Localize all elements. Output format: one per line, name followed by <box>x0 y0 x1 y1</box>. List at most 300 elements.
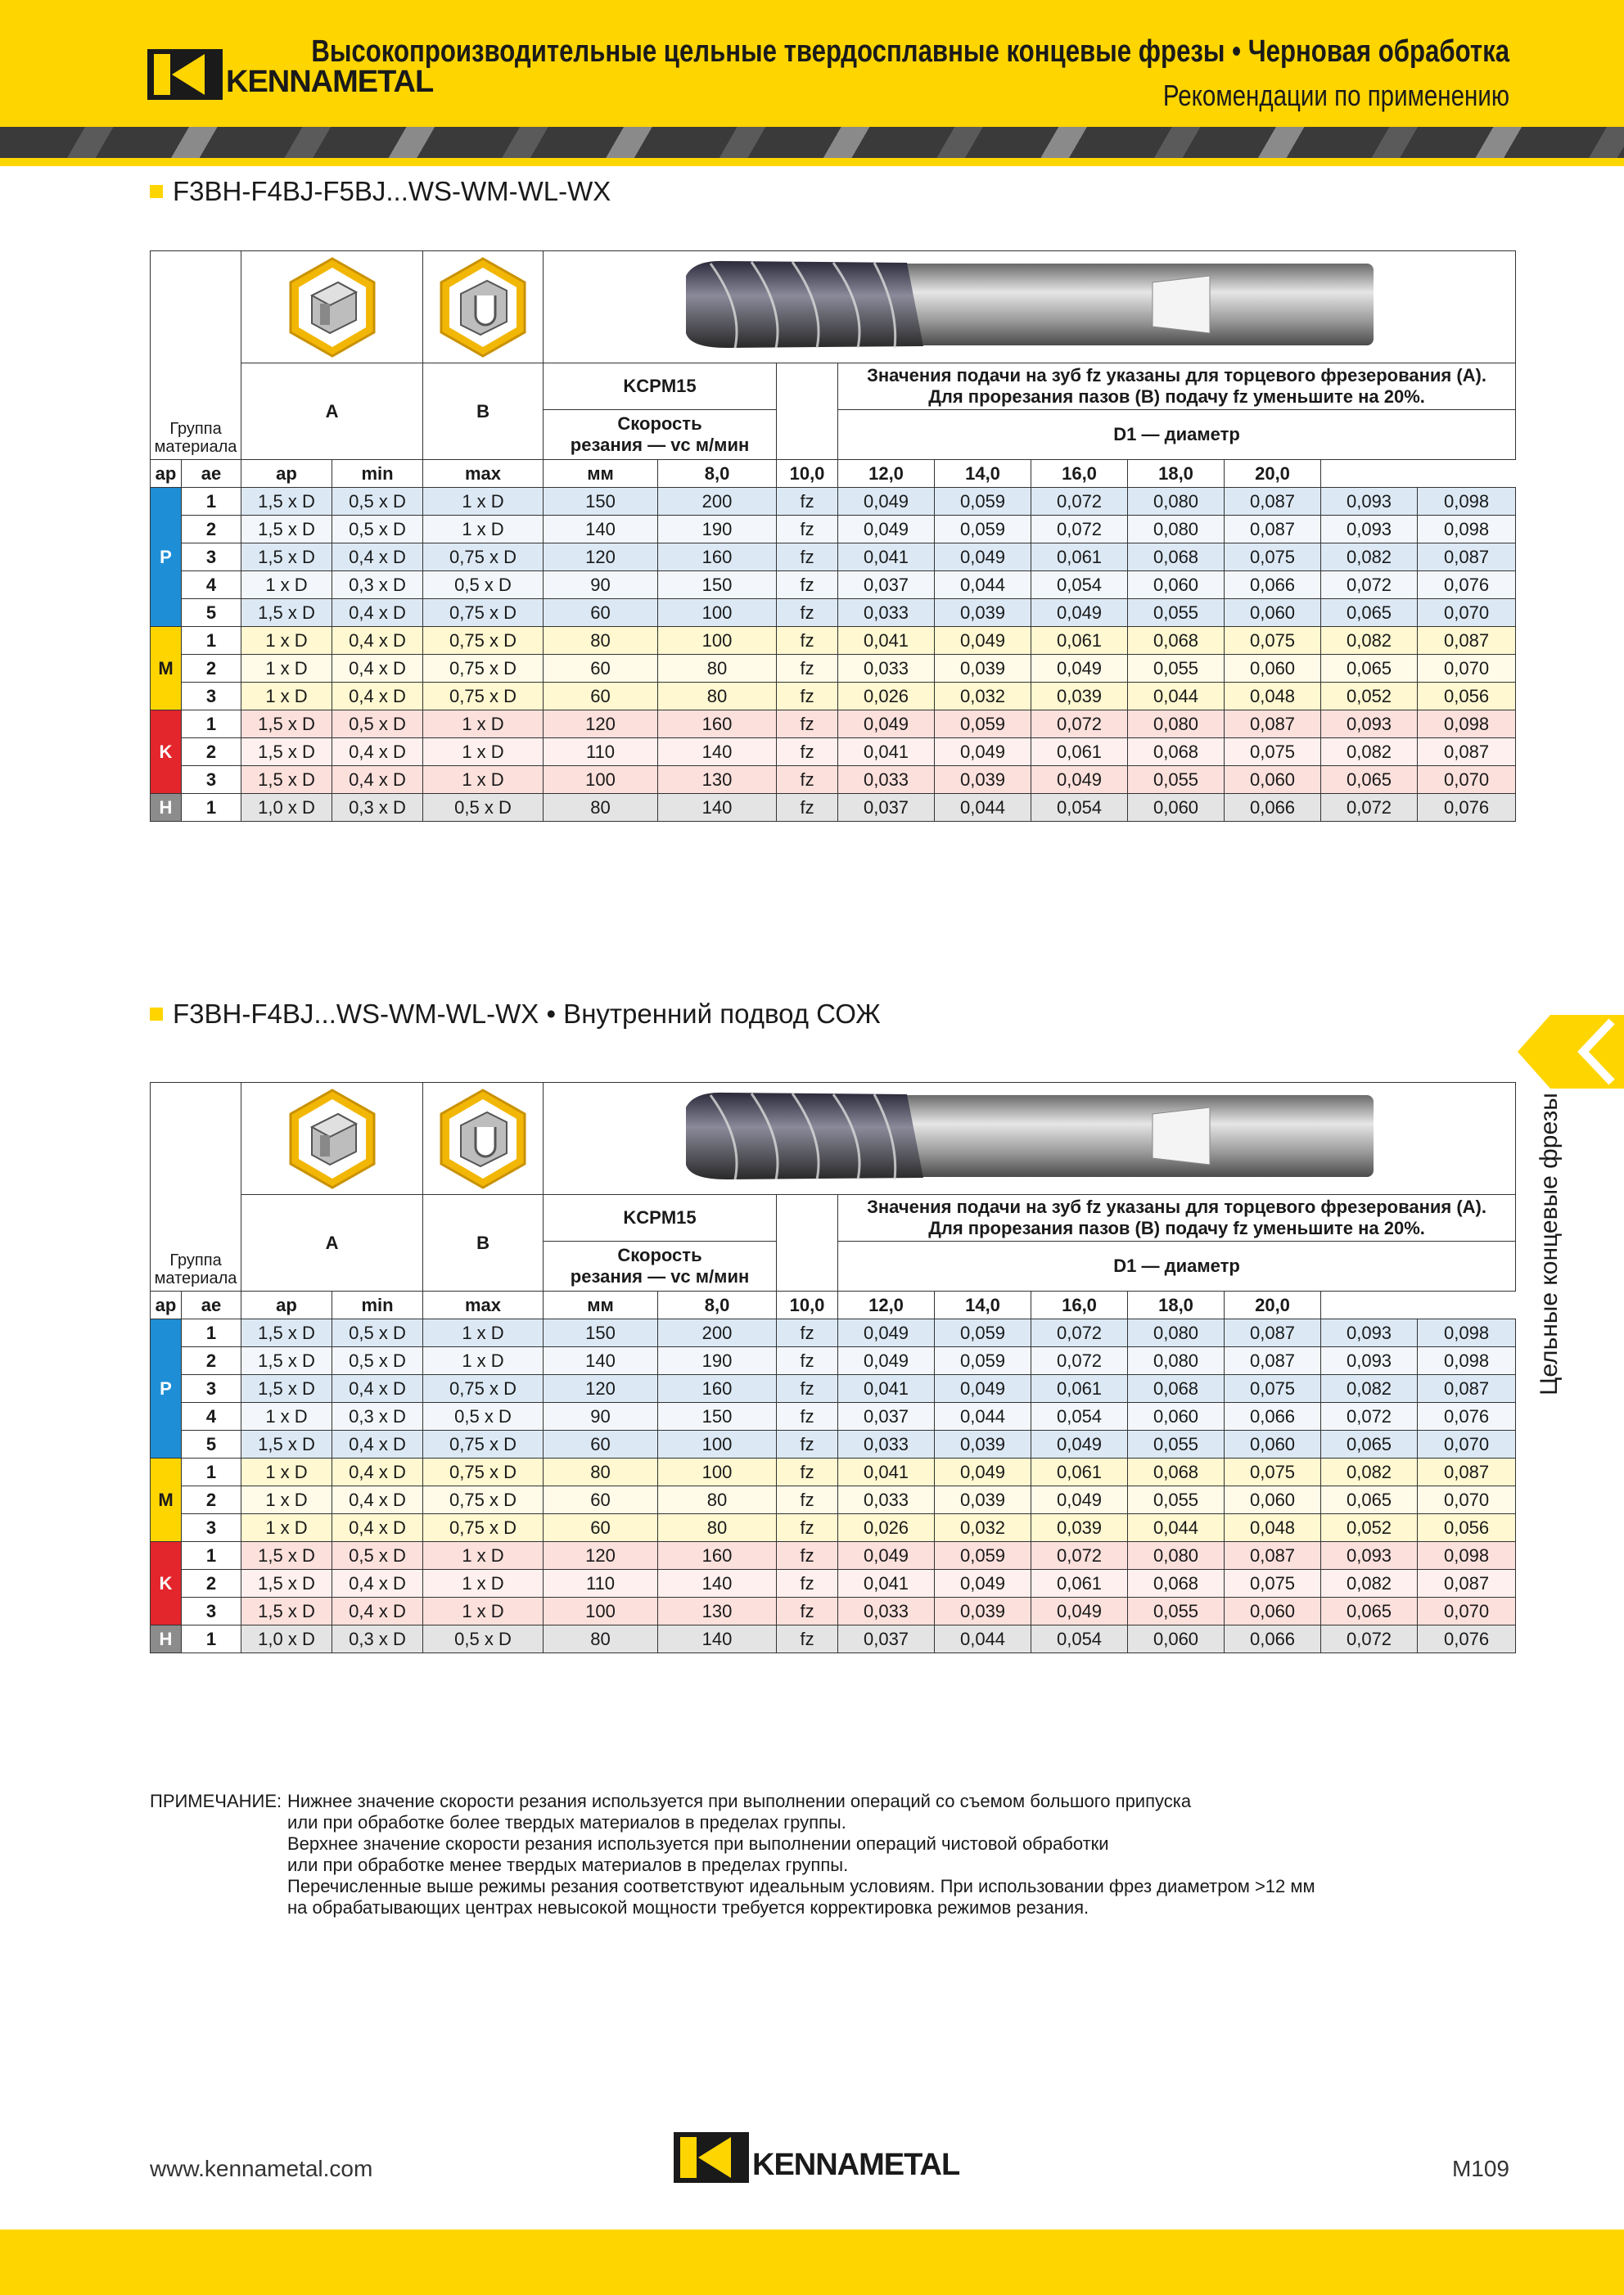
fz-cell: 0,068 <box>1128 1570 1225 1598</box>
fz-cell: 0,044 <box>1128 683 1225 710</box>
ae-cell: 0,4 x D <box>332 543 423 571</box>
unit-cell: fz <box>777 794 838 822</box>
ap-b-cell: 0,5 x D <box>423 571 544 599</box>
ap-a-cell: 1 x D <box>241 571 332 599</box>
vc-min-cell: 60 <box>544 1486 658 1514</box>
page-number: M109 <box>1451 2156 1509 2181</box>
fz-cell: 0,098 <box>1418 516 1516 543</box>
table-row <box>151 1542 1516 1570</box>
ae-cell: 0,3 x D <box>332 1403 423 1431</box>
table-row <box>151 543 1516 571</box>
side-tab-chevron-icon[interactable] <box>1518 1015 1624 1089</box>
material-subgroup: 4 <box>182 1403 241 1431</box>
fz-cell: 0,080 <box>1128 516 1225 543</box>
fz-cell: 0,044 <box>935 1625 1031 1653</box>
unit-cell: fz <box>777 571 838 599</box>
table-row <box>151 571 1516 599</box>
ap-a-cell: 1,5 x D <box>241 766 332 794</box>
vc-max-cell: 130 <box>658 1598 777 1625</box>
fz-cell: 0,052 <box>1321 1514 1418 1542</box>
fz-cell: 0,049 <box>935 543 1031 571</box>
column-header: min <box>332 460 423 488</box>
fz-cell: 0,049 <box>838 516 935 543</box>
operation-a-label: A <box>241 363 423 460</box>
vc-max-cell: 160 <box>658 1542 777 1570</box>
unit-cell: fz <box>777 738 838 766</box>
column-header: 16,0 <box>1031 460 1128 488</box>
fz-cell: 0,037 <box>838 794 935 822</box>
operation-a-label: A <box>241 1195 423 1292</box>
operation-a-icon-cell <box>241 251 423 363</box>
fz-cell: 0,054 <box>1031 1625 1128 1653</box>
fz-cell: 0,060 <box>1225 1431 1321 1459</box>
ae-cell: 0,3 x D <box>332 794 423 822</box>
ap-b-cell: 0,75 x D <box>423 1375 544 1403</box>
table-row <box>151 683 1516 710</box>
fz-cell: 0,060 <box>1225 766 1321 794</box>
fz-cell: 0,061 <box>1031 1570 1128 1598</box>
fz-cell: 0,087 <box>1418 738 1516 766</box>
ap-a-cell: 1,5 x D <box>241 543 332 571</box>
unit-cell: fz <box>777 1459 838 1486</box>
fz-cell: 0,037 <box>838 1625 935 1653</box>
material-subgroup: 2 <box>182 738 241 766</box>
vc-max-cell: 100 <box>658 1459 777 1486</box>
column-header: мм <box>544 460 658 488</box>
fz-cell: 0,037 <box>838 1403 935 1431</box>
fz-cell: 0,026 <box>838 1514 935 1542</box>
note-line: Нижнее значение скорости резания используется при выполнении операций со съемом большого припуска <box>287 1791 1192 1811</box>
fz-cell: 0,075 <box>1225 1459 1321 1486</box>
table-row <box>151 488 1516 516</box>
table-row <box>151 1403 1516 1431</box>
operation-a-icon-cell <box>241 1083 423 1195</box>
vc-min-cell: 90 <box>544 571 658 599</box>
vc-min-cell: 60 <box>544 683 658 710</box>
column-header: 8,0 <box>658 460 777 488</box>
cutting-speed-label: Скорость резания — vc м/мин <box>544 410 777 460</box>
vc-max-cell: 80 <box>658 683 777 710</box>
fz-cell: 0,059 <box>935 710 1031 738</box>
header-stripe-yellow <box>0 158 1624 166</box>
ap-b-cell: 0,75 x D <box>423 1514 544 1542</box>
table-row <box>151 1459 1516 1486</box>
ap-b-cell: 1 x D <box>423 710 544 738</box>
fz-cell: 0,033 <box>838 1486 935 1514</box>
fz-cell: 0,039 <box>935 766 1031 794</box>
table-row <box>151 1625 1516 1653</box>
fz-cell: 0,056 <box>1418 1514 1516 1542</box>
ap-a-cell: 1,5 x D <box>241 488 332 516</box>
unit-cell: fz <box>777 627 838 655</box>
unit-cell: fz <box>777 1542 838 1570</box>
fz-cell: 0,065 <box>1321 1431 1418 1459</box>
vc-min-cell: 140 <box>544 1347 658 1375</box>
fz-cell: 0,061 <box>1031 627 1128 655</box>
fz-cell: 0,072 <box>1321 1625 1418 1653</box>
fz-cell: 0,048 <box>1225 683 1321 710</box>
material-subgroup: 2 <box>182 516 241 543</box>
fz-cell: 0,075 <box>1225 738 1321 766</box>
vc-min-cell: 120 <box>544 1375 658 1403</box>
vc-min-cell: 60 <box>544 599 658 627</box>
footer-url[interactable]: www.kennametal.com <box>150 2156 373 2181</box>
material-subgroup: 3 <box>182 1598 241 1625</box>
fz-cell: 0,060 <box>1225 655 1321 683</box>
vc-min-cell: 100 <box>544 1598 658 1625</box>
table-row <box>151 627 1516 655</box>
vc-max-cell: 130 <box>658 766 777 794</box>
ap-a-cell: 1,5 x D <box>241 1542 332 1570</box>
section-title-2: F3BH-F4BJ...WS-WM-WL-WX • Внутренний подвод СОЖ <box>150 999 881 1030</box>
material-group-P: P <box>151 1319 182 1459</box>
fz-cell: 0,093 <box>1321 1542 1418 1570</box>
fz-cell: 0,065 <box>1321 1598 1418 1625</box>
fz-cell: 0,039 <box>1031 683 1128 710</box>
fz-cell: 0,072 <box>1031 516 1128 543</box>
vc-min-cell: 80 <box>544 627 658 655</box>
fz-cell: 0,056 <box>1418 683 1516 710</box>
cutting-speed-label: Скорость резания — vc м/мин <box>544 1242 777 1292</box>
footer-band <box>0 2230 1624 2295</box>
vc-max-cell: 160 <box>658 710 777 738</box>
ap-a-cell: 1,5 x D <box>241 1347 332 1375</box>
ap-a-cell: 1 x D <box>241 1403 332 1431</box>
fz-cell: 0,082 <box>1321 543 1418 571</box>
unit-cell: fz <box>777 766 838 794</box>
fz-cell: 0,049 <box>838 1542 935 1570</box>
ae-cell: 0,5 x D <box>332 1347 423 1375</box>
fz-cell: 0,061 <box>1031 1459 1128 1486</box>
fz-cell: 0,072 <box>1321 794 1418 822</box>
column-header: ap <box>241 1292 332 1319</box>
ap-a-cell: 1,5 x D <box>241 1431 332 1459</box>
fz-cell: 0,080 <box>1128 488 1225 516</box>
ap-a-cell: 1 x D <box>241 1514 332 1542</box>
ap-a-cell: 1,5 x D <box>241 1319 332 1347</box>
footer-kennametal-logo <box>674 2132 959 2183</box>
ap-a-cell: 1,5 x D <box>241 738 332 766</box>
material-group-H: H <box>151 1625 182 1653</box>
fz-cell: 0,070 <box>1418 599 1516 627</box>
fz-cell: 0,055 <box>1128 1431 1225 1459</box>
fz-cell: 0,039 <box>1031 1514 1128 1542</box>
fz-cell: 0,033 <box>838 655 935 683</box>
unit-cell: fz <box>777 1625 838 1653</box>
fz-cell: 0,087 <box>1225 516 1321 543</box>
fz-cell: 0,080 <box>1128 1347 1225 1375</box>
ap-a-cell: 1,5 x D <box>241 710 332 738</box>
fz-cell: 0,087 <box>1418 1570 1516 1598</box>
ae-cell: 0,4 x D <box>332 599 423 627</box>
ap-a-cell: 1,5 x D <box>241 1375 332 1403</box>
operation-b-label: B <box>423 1195 544 1292</box>
ae-cell: 0,5 x D <box>332 488 423 516</box>
column-header: 8,0 <box>658 1292 777 1319</box>
fz-cell: 0,087 <box>1418 1375 1516 1403</box>
table-row <box>151 1598 1516 1625</box>
ae-cell: 0,5 x D <box>332 1542 423 1570</box>
logo-wordmark: KENNAMETAL <box>226 64 434 99</box>
material-subgroup: 3 <box>182 543 241 571</box>
fz-cell: 0,061 <box>1031 1375 1128 1403</box>
fz-cell: 0,059 <box>935 1319 1031 1347</box>
column-header: min <box>332 1292 423 1319</box>
material-subgroup: 5 <box>182 1431 241 1459</box>
fz-cell: 0,039 <box>935 655 1031 683</box>
material-subgroup: 2 <box>182 1570 241 1598</box>
operation-b-icon-cell <box>423 1083 544 1195</box>
ap-a-cell: 1 x D <box>241 627 332 655</box>
fz-cell: 0,049 <box>1031 599 1128 627</box>
vc-max-cell: 100 <box>658 599 777 627</box>
fz-cell: 0,070 <box>1418 1431 1516 1459</box>
kennametal-k-icon <box>147 49 223 100</box>
fz-cell: 0,055 <box>1128 599 1225 627</box>
column-header: 12,0 <box>838 460 935 488</box>
note-block <box>150 1791 1315 1919</box>
vc-min-cell: 60 <box>544 1514 658 1542</box>
note-line: Верхнее значение скорости резания используется при выполнении операций чистовой обработки <box>287 1833 1109 1854</box>
fz-cell: 0,072 <box>1031 488 1128 516</box>
fz-cell: 0,082 <box>1321 1375 1418 1403</box>
fz-cell: 0,055 <box>1128 766 1225 794</box>
ae-cell: 0,4 x D <box>332 1375 423 1403</box>
unit-cell: fz <box>777 1347 838 1375</box>
fz-cell: 0,052 <box>1321 683 1418 710</box>
fz-cell: 0,068 <box>1128 1459 1225 1486</box>
fz-cell: 0,087 <box>1418 1459 1516 1486</box>
face-milling-icon <box>287 256 377 358</box>
table-row <box>151 1375 1516 1403</box>
fz-cell: 0,080 <box>1128 1542 1225 1570</box>
column-header: 14,0 <box>935 1292 1031 1319</box>
section-title-1: F3BH-F4BJ-F5BJ...WS-WM-WL-WX <box>150 176 611 207</box>
fz-cell: 0,054 <box>1031 571 1128 599</box>
column-header: ae <box>182 460 241 488</box>
logo-wordmark: KENNAMETAL <box>752 2147 960 2182</box>
ae-cell: 0,3 x D <box>332 571 423 599</box>
fz-cell: 0,093 <box>1321 516 1418 543</box>
unit-cell: fz <box>777 1403 838 1431</box>
unit-cell: fz <box>777 1319 838 1347</box>
material-group-M: M <box>151 627 182 710</box>
fz-cell: 0,072 <box>1031 1319 1128 1347</box>
fz-cell: 0,049 <box>838 1347 935 1375</box>
fz-cell: 0,060 <box>1128 794 1225 822</box>
fz-cell: 0,041 <box>838 1570 935 1598</box>
fz-cell: 0,068 <box>1128 543 1225 571</box>
fz-cell: 0,080 <box>1128 1319 1225 1347</box>
ae-cell: 0,4 x D <box>332 1486 423 1514</box>
fz-cell: 0,060 <box>1128 1403 1225 1431</box>
fz-cell: 0,087 <box>1225 488 1321 516</box>
ae-cell: 0,3 x D <box>332 1625 423 1653</box>
table-row <box>151 599 1516 627</box>
feed-note: Значения подачи на зуб fz указаны для торцевого фрезерования (A). Для прорезания пазов (B) подачу fz уменьшите на 20%. <box>838 1195 1516 1242</box>
table-row <box>151 794 1516 822</box>
ap-b-cell: 1 x D <box>423 1542 544 1570</box>
ap-b-cell: 0,75 x D <box>423 627 544 655</box>
ap-a-cell: 1 x D <box>241 1459 332 1486</box>
table-row <box>151 1514 1516 1542</box>
fz-cell: 0,080 <box>1128 710 1225 738</box>
ap-b-cell: 1 x D <box>423 1570 544 1598</box>
fz-cell: 0,061 <box>1031 543 1128 571</box>
fz-cell: 0,060 <box>1225 599 1321 627</box>
column-header: ap <box>241 460 332 488</box>
table-row <box>151 710 1516 738</box>
table-row <box>151 1570 1516 1598</box>
vc-max-cell: 150 <box>658 1403 777 1431</box>
column-header: 10,0 <box>777 1292 838 1319</box>
material-group-M: M <box>151 1459 182 1542</box>
table-row <box>151 1431 1516 1459</box>
fz-cell: 0,087 <box>1225 710 1321 738</box>
fz-cell: 0,075 <box>1225 1570 1321 1598</box>
ae-cell: 0,4 x D <box>332 627 423 655</box>
ae-cell: 0,5 x D <box>332 710 423 738</box>
table-row <box>151 516 1516 543</box>
material-subgroup: 3 <box>182 766 241 794</box>
fz-cell: 0,087 <box>1225 1347 1321 1375</box>
fz-cell: 0,066 <box>1225 1403 1321 1431</box>
fz-cell: 0,072 <box>1031 710 1128 738</box>
material-group-K: K <box>151 710 182 794</box>
kennametal-k-icon <box>674 2132 749 2183</box>
vc-min-cell: 150 <box>544 488 658 516</box>
fz-cell: 0,082 <box>1321 1570 1418 1598</box>
fz-cell: 0,068 <box>1128 1375 1225 1403</box>
fz-cell: 0,066 <box>1225 1625 1321 1653</box>
column-header: 10,0 <box>777 460 838 488</box>
fz-cell: 0,075 <box>1225 1375 1321 1403</box>
vc-min-cell: 90 <box>544 1403 658 1431</box>
fz-cell: 0,033 <box>838 1431 935 1459</box>
column-header: 18,0 <box>1128 1292 1225 1319</box>
table-row <box>151 1347 1516 1375</box>
ap-a-cell: 1,0 x D <box>241 1625 332 1653</box>
ap-b-cell: 0,5 x D <box>423 794 544 822</box>
fz-cell: 0,041 <box>838 543 935 571</box>
fz-cell: 0,044 <box>935 571 1031 599</box>
note-line: или при обработке менее твердых материалов в пределах группы. <box>287 1855 849 1875</box>
ae-cell: 0,4 x D <box>332 1431 423 1459</box>
material-group-header: Группа материала <box>151 1083 241 1292</box>
ae-cell: 0,5 x D <box>332 1319 423 1347</box>
cutting-data-table-2 <box>150 1082 1511 1653</box>
grade-label: KCPM15 <box>544 1195 777 1242</box>
operation-b-label: B <box>423 363 544 460</box>
unit-cell: fz <box>777 683 838 710</box>
column-header: ap <box>151 1292 182 1319</box>
fz-cell: 0,055 <box>1128 1486 1225 1514</box>
ap-b-cell: 0,75 x D <box>423 1459 544 1486</box>
material-subgroup: 1 <box>182 794 241 822</box>
material-subgroup: 3 <box>182 683 241 710</box>
note-line: на обрабатывающих центрах невысокой мощности требуется корректировка режимов резания. <box>287 1897 1089 1918</box>
material-subgroup: 2 <box>182 655 241 683</box>
fz-cell: 0,049 <box>935 738 1031 766</box>
fz-cell: 0,061 <box>1031 738 1128 766</box>
ap-b-cell: 0,5 x D <box>423 1403 544 1431</box>
unit-cell: fz <box>777 655 838 683</box>
fz-cell: 0,041 <box>838 627 935 655</box>
fz-cell: 0,087 <box>1225 1542 1321 1570</box>
fz-cell: 0,072 <box>1321 1403 1418 1431</box>
material-group-H: H <box>151 794 182 822</box>
fz-cell: 0,093 <box>1321 488 1418 516</box>
vc-max-cell: 140 <box>658 1570 777 1598</box>
unit-cell: fz <box>777 710 838 738</box>
fz-cell: 0,041 <box>838 1459 935 1486</box>
fz-cell: 0,033 <box>838 766 935 794</box>
diameter-label: D1 — диаметр <box>838 1242 1516 1292</box>
slotting-icon <box>438 1088 528 1190</box>
fz-cell: 0,066 <box>1225 794 1321 822</box>
vc-max-cell: 140 <box>658 1625 777 1653</box>
material-subgroup: 2 <box>182 1347 241 1375</box>
page-title: Высокопроизводительные цельные твердосплавные концевые фрезы • Черновая обработка <box>311 34 1509 69</box>
fz-cell: 0,055 <box>1128 1598 1225 1625</box>
vc-min-cell: 80 <box>544 794 658 822</box>
ap-b-cell: 0,75 x D <box>423 655 544 683</box>
fz-cell: 0,059 <box>935 1347 1031 1375</box>
vc-min-cell: 110 <box>544 1570 658 1598</box>
fz-cell: 0,049 <box>935 627 1031 655</box>
fz-cell: 0,082 <box>1321 627 1418 655</box>
vc-max-cell: 200 <box>658 488 777 516</box>
unit-cell: fz <box>777 1570 838 1598</box>
fz-cell: 0,044 <box>1128 1514 1225 1542</box>
note-label: ПРИМЕЧАНИЕ: <box>150 1791 282 1811</box>
vc-max-cell: 160 <box>658 543 777 571</box>
unit-spacer <box>777 1195 838 1292</box>
fz-cell: 0,093 <box>1321 1347 1418 1375</box>
fz-cell: 0,060 <box>1128 571 1225 599</box>
note-line: Перечисленные выше режимы резания соответствуют идеальным условиям. При использовании фрез диаметром >12 мм <box>287 1876 1315 1896</box>
side-section-label: Цельные концевые фрезы <box>1536 1093 1563 1395</box>
end-mill-image-cell <box>544 251 1516 363</box>
material-subgroup: 1 <box>182 710 241 738</box>
material-subgroup: 3 <box>182 1375 241 1403</box>
fz-cell: 0,065 <box>1321 766 1418 794</box>
column-header: 16,0 <box>1031 1292 1128 1319</box>
grade-label: KCPM15 <box>544 363 777 410</box>
fz-cell: 0,075 <box>1225 627 1321 655</box>
ap-b-cell: 1 x D <box>423 1598 544 1625</box>
material-subgroup: 1 <box>182 1459 241 1486</box>
fz-cell: 0,054 <box>1031 794 1128 822</box>
ae-cell: 0,4 x D <box>332 1514 423 1542</box>
fz-cell: 0,076 <box>1418 571 1516 599</box>
unit-cell: fz <box>777 488 838 516</box>
ap-a-cell: 1 x D <box>241 683 332 710</box>
fz-cell: 0,068 <box>1128 627 1225 655</box>
vc-min-cell: 110 <box>544 738 658 766</box>
fz-cell: 0,087 <box>1225 1319 1321 1347</box>
fz-cell: 0,059 <box>935 1542 1031 1570</box>
fz-cell: 0,039 <box>935 1486 1031 1514</box>
fz-cell: 0,065 <box>1321 655 1418 683</box>
ap-a-cell: 1,5 x D <box>241 1570 332 1598</box>
ae-cell: 0,4 x D <box>332 655 423 683</box>
fz-cell: 0,082 <box>1321 738 1418 766</box>
fz-cell: 0,076 <box>1418 794 1516 822</box>
fz-cell: 0,039 <box>935 1598 1031 1625</box>
bullet-square-icon <box>150 185 163 198</box>
vc-max-cell: 80 <box>658 655 777 683</box>
